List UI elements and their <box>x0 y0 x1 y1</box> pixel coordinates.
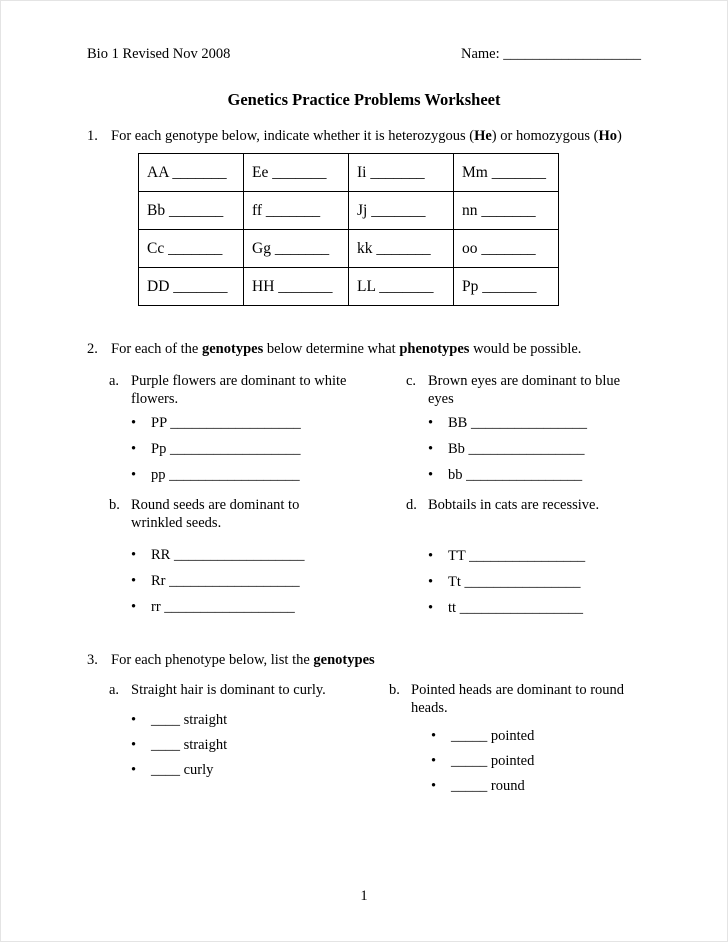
list-item <box>131 546 406 564</box>
list-item <box>131 572 406 590</box>
q3-text-bold-genotypes: genotypes <box>313 652 375 668</box>
table-cell <box>349 192 454 230</box>
genotype-label: nn <box>462 201 478 219</box>
bullet-icon: • <box>428 441 434 457</box>
table-cell <box>244 154 349 192</box>
q2-text-pre: For each of the <box>111 341 202 357</box>
q2-text-bold-phenotypes: phenotypes <box>399 341 470 357</box>
genotype-label: HH <box>252 277 275 295</box>
answer-blank: ________________ <box>460 574 581 590</box>
bullet-list <box>131 711 389 779</box>
item-text: Round seeds are dominant to wrinkled seeds. <box>131 497 300 531</box>
item-text: Brown eyes are dominant to blue eyes <box>428 373 621 407</box>
bullet-icon: • <box>131 737 137 753</box>
q1-text-bold-he: He <box>474 128 492 144</box>
question-3 <box>87 651 667 669</box>
phenotype-answer <box>151 761 213 779</box>
genotype-answer <box>448 440 585 458</box>
table-cell <box>349 230 454 268</box>
answer-blank: _______ <box>262 201 321 219</box>
phenotype-word: pointed <box>487 753 535 769</box>
phenotype-word: straight <box>180 712 228 728</box>
name-label: Name: <box>460 46 500 62</box>
bullet-list <box>428 414 727 484</box>
answer-blank: _______ <box>168 163 227 181</box>
answer-blank: __________________ <box>166 441 301 457</box>
phenotype-answer <box>451 727 534 745</box>
genotype-answer <box>151 572 300 590</box>
answer-blank: _______ <box>478 277 537 295</box>
table-row <box>139 230 559 268</box>
q2-text-post: would be possible. <box>469 341 582 357</box>
name-field <box>461 45 641 63</box>
genotype-label: pp <box>151 467 166 483</box>
list-item <box>131 466 406 484</box>
q1-text-bold-ho: Ho <box>598 128 618 144</box>
phenotype-answer <box>151 711 227 729</box>
q3-item-b-head <box>389 681 727 717</box>
genotype-answer <box>151 466 300 484</box>
item-letter: b. <box>109 497 120 513</box>
item-letter: b. <box>389 682 400 698</box>
genotype-answer <box>448 414 587 432</box>
answer-blank: _____ <box>451 728 488 744</box>
answer-blank: _______ <box>477 201 536 219</box>
genotype-answer <box>151 414 301 432</box>
item-letter: a. <box>109 373 120 389</box>
genotype-label: oo <box>462 239 478 257</box>
answer-blank: ________________ <box>462 467 583 483</box>
question-3-right-column <box>389 681 727 802</box>
q2-item-d-head <box>406 496 727 514</box>
question-3-text <box>111 651 667 669</box>
bullet-icon: • <box>131 467 137 483</box>
q3-item-a <box>109 681 389 779</box>
genotype-label: RR <box>151 547 171 563</box>
answer-blank: _________________ <box>456 600 583 616</box>
bullet-icon: • <box>431 728 437 744</box>
genotype-label: Bb <box>147 201 166 219</box>
item-letter: d. <box>406 497 417 513</box>
bullet-icon: • <box>428 548 434 564</box>
genotype-label: Mm <box>462 163 488 181</box>
genotype-answer <box>151 598 295 616</box>
bullet-icon: • <box>428 415 434 431</box>
genotype-label: Rr <box>151 573 166 589</box>
answer-blank: __________________ <box>160 599 295 615</box>
table-cell <box>139 230 244 268</box>
phenotype-word: curly <box>180 762 214 778</box>
answer-blank: ____ <box>151 737 180 753</box>
answer-blank: _____ <box>451 778 488 794</box>
bullet-list <box>428 547 727 617</box>
list-item <box>131 761 389 779</box>
header-left-text: Bio 1 Revised Nov 2008 <box>87 46 231 62</box>
genotype-label: AA <box>147 163 169 181</box>
answer-blank: __________________ <box>166 415 301 431</box>
answer-blank: _______ <box>268 163 327 181</box>
genotype-label: Pp <box>151 441 167 457</box>
q2-item-d <box>406 496 727 617</box>
list-item <box>131 598 406 616</box>
answer-blank: _______ <box>487 163 546 181</box>
answer-blank: ____ <box>151 712 180 728</box>
genotype-label: LL <box>357 277 376 295</box>
bullet-list <box>431 727 727 795</box>
genotype-label: BB <box>448 415 468 431</box>
phenotype-word: round <box>487 778 525 794</box>
genotype-label: PP <box>151 415 167 431</box>
table-cell <box>454 268 559 306</box>
answer-blank: ________________ <box>465 548 586 564</box>
phenotype-word: straight <box>180 737 228 753</box>
q1-text-post: ) <box>617 128 622 144</box>
question-1-number: 1. <box>87 128 98 144</box>
bullet-icon: • <box>131 712 137 728</box>
genotype-label: ff <box>252 201 263 219</box>
q3-item-a-head <box>109 681 389 699</box>
page-number: 1 <box>360 888 368 904</box>
genotype-answer <box>151 440 300 458</box>
bullet-icon: • <box>131 762 137 778</box>
question-3-left-column <box>109 681 389 802</box>
question-2-right-column <box>406 372 727 625</box>
question-1 <box>87 127 667 145</box>
genotype-label: Tt <box>448 574 461 590</box>
answer-blank: _______ <box>165 201 224 219</box>
item-text: Purple flowers are dominant to white flowers. <box>131 373 347 407</box>
answer-blank: __________________ <box>165 573 300 589</box>
answer-blank: __________________ <box>170 547 305 563</box>
genotype-label: TT <box>448 548 466 564</box>
genotype-label: Gg <box>252 239 271 257</box>
q3-item-b <box>389 681 727 795</box>
q1-text-mid: ) or homozygous ( <box>491 128 599 144</box>
table-cell <box>139 268 244 306</box>
bullet-icon: • <box>131 599 137 615</box>
answer-blank: ____ <box>151 762 180 778</box>
q2-text-bold-genotypes: genotypes <box>202 341 264 357</box>
item-letter: a. <box>109 682 120 698</box>
genotype-label: Ee <box>252 163 269 181</box>
list-item <box>428 466 727 484</box>
list-item <box>428 599 727 617</box>
item-text: Pointed heads are dominant to round heads. <box>411 682 625 716</box>
answer-blank: _______ <box>169 277 228 295</box>
answer-blank: _______ <box>164 239 223 257</box>
table-row <box>139 192 559 230</box>
answer-blank: _______ <box>366 163 425 181</box>
list-item <box>131 414 406 432</box>
table-cell <box>244 230 349 268</box>
table-row <box>139 268 559 306</box>
genotype-label: kk <box>357 239 373 257</box>
genotype-label: Cc <box>147 239 165 257</box>
list-item <box>131 440 406 458</box>
answer-blank: _____ <box>451 753 488 769</box>
question-2-number: 2. <box>87 341 98 357</box>
answer-blank: _______ <box>375 277 434 295</box>
phenotype-answer <box>151 736 227 754</box>
list-item <box>428 547 727 565</box>
q1-text-pre: For each genotype below, indicate whether it is heterozygous ( <box>111 128 475 144</box>
bullet-list <box>131 546 406 616</box>
list-item <box>428 440 727 458</box>
answer-blank: ________________ <box>467 415 587 431</box>
bullet-icon: • <box>428 467 434 483</box>
list-item <box>428 573 727 591</box>
table-cell <box>454 154 559 192</box>
genotype-answer <box>448 573 581 591</box>
q3-text-pre: For each phenotype below, list the <box>111 652 314 668</box>
genotype-answer <box>448 599 583 617</box>
question-2-text <box>111 340 667 358</box>
genotype-label: tt <box>448 600 457 616</box>
bullet-icon: • <box>428 600 434 616</box>
page-header <box>1 1 727 63</box>
table-cell <box>454 230 559 268</box>
answer-blank: ________________ <box>464 441 585 457</box>
q2-item-a-head <box>109 372 406 408</box>
question-2 <box>87 340 667 358</box>
table-row <box>139 154 559 192</box>
answer-blank: __________________ <box>165 467 300 483</box>
bullet-icon: • <box>431 753 437 769</box>
q2-item-c-head <box>406 372 727 408</box>
q2-item-a <box>109 372 406 484</box>
answer-blank: _______ <box>274 277 333 295</box>
item-letter: c. <box>406 373 417 389</box>
bullet-list <box>131 414 406 484</box>
q2-item-b <box>109 496 406 616</box>
table-cell <box>139 154 244 192</box>
answer-blank: _______ <box>477 239 536 257</box>
phenotype-answer <box>451 777 525 795</box>
list-item <box>131 711 389 729</box>
phenotype-answer <box>451 752 534 770</box>
table-cell <box>244 192 349 230</box>
q2-item-b-head <box>109 496 406 532</box>
bullet-icon: • <box>131 415 137 431</box>
genotype-answer <box>151 546 304 564</box>
genotype-label: Pp <box>462 277 479 295</box>
list-item <box>431 752 727 770</box>
bullet-icon: • <box>131 573 137 589</box>
name-blank: ___________________ <box>499 46 641 62</box>
genotype-label: DD <box>147 277 170 295</box>
question-3-columns <box>109 681 727 802</box>
table-cell <box>349 268 454 306</box>
phenotype-word: pointed <box>487 728 535 744</box>
genotype-table <box>138 153 559 306</box>
worksheet-title: Genetics Practice Problems Worksheet <box>227 90 501 109</box>
table-cell <box>139 192 244 230</box>
table-cell <box>454 192 559 230</box>
bullet-icon: • <box>431 778 437 794</box>
bullet-icon: • <box>428 574 434 590</box>
table-cell <box>244 268 349 306</box>
genotype-label: Bb <box>448 441 465 457</box>
genotype-answer <box>448 466 582 484</box>
question-3-number: 3. <box>87 652 98 668</box>
genotype-label: Jj <box>357 201 368 219</box>
list-item <box>428 414 727 432</box>
list-item <box>431 777 727 795</box>
answer-blank: _______ <box>372 239 431 257</box>
item-text: Bobtails in cats are recessive. <box>428 497 600 513</box>
q2-item-c <box>406 372 727 484</box>
question-2-columns <box>109 372 727 625</box>
answer-blank: _______ <box>367 201 426 219</box>
list-item <box>431 727 727 745</box>
item-text: Straight hair is dominant to curly. <box>131 682 326 698</box>
bullet-icon: • <box>131 441 137 457</box>
table-cell <box>349 154 454 192</box>
q2-text-mid: below determine what <box>263 341 400 357</box>
question-2-left-column <box>109 372 406 625</box>
genotype-label: bb <box>448 467 463 483</box>
genotype-label: Ii <box>357 163 367 181</box>
question-1-text <box>111 127 667 145</box>
genotype-label: rr <box>151 599 161 615</box>
answer-blank: _______ <box>270 239 330 257</box>
bullet-icon: • <box>131 547 137 563</box>
genotype-answer <box>448 547 585 565</box>
list-item <box>131 736 389 754</box>
